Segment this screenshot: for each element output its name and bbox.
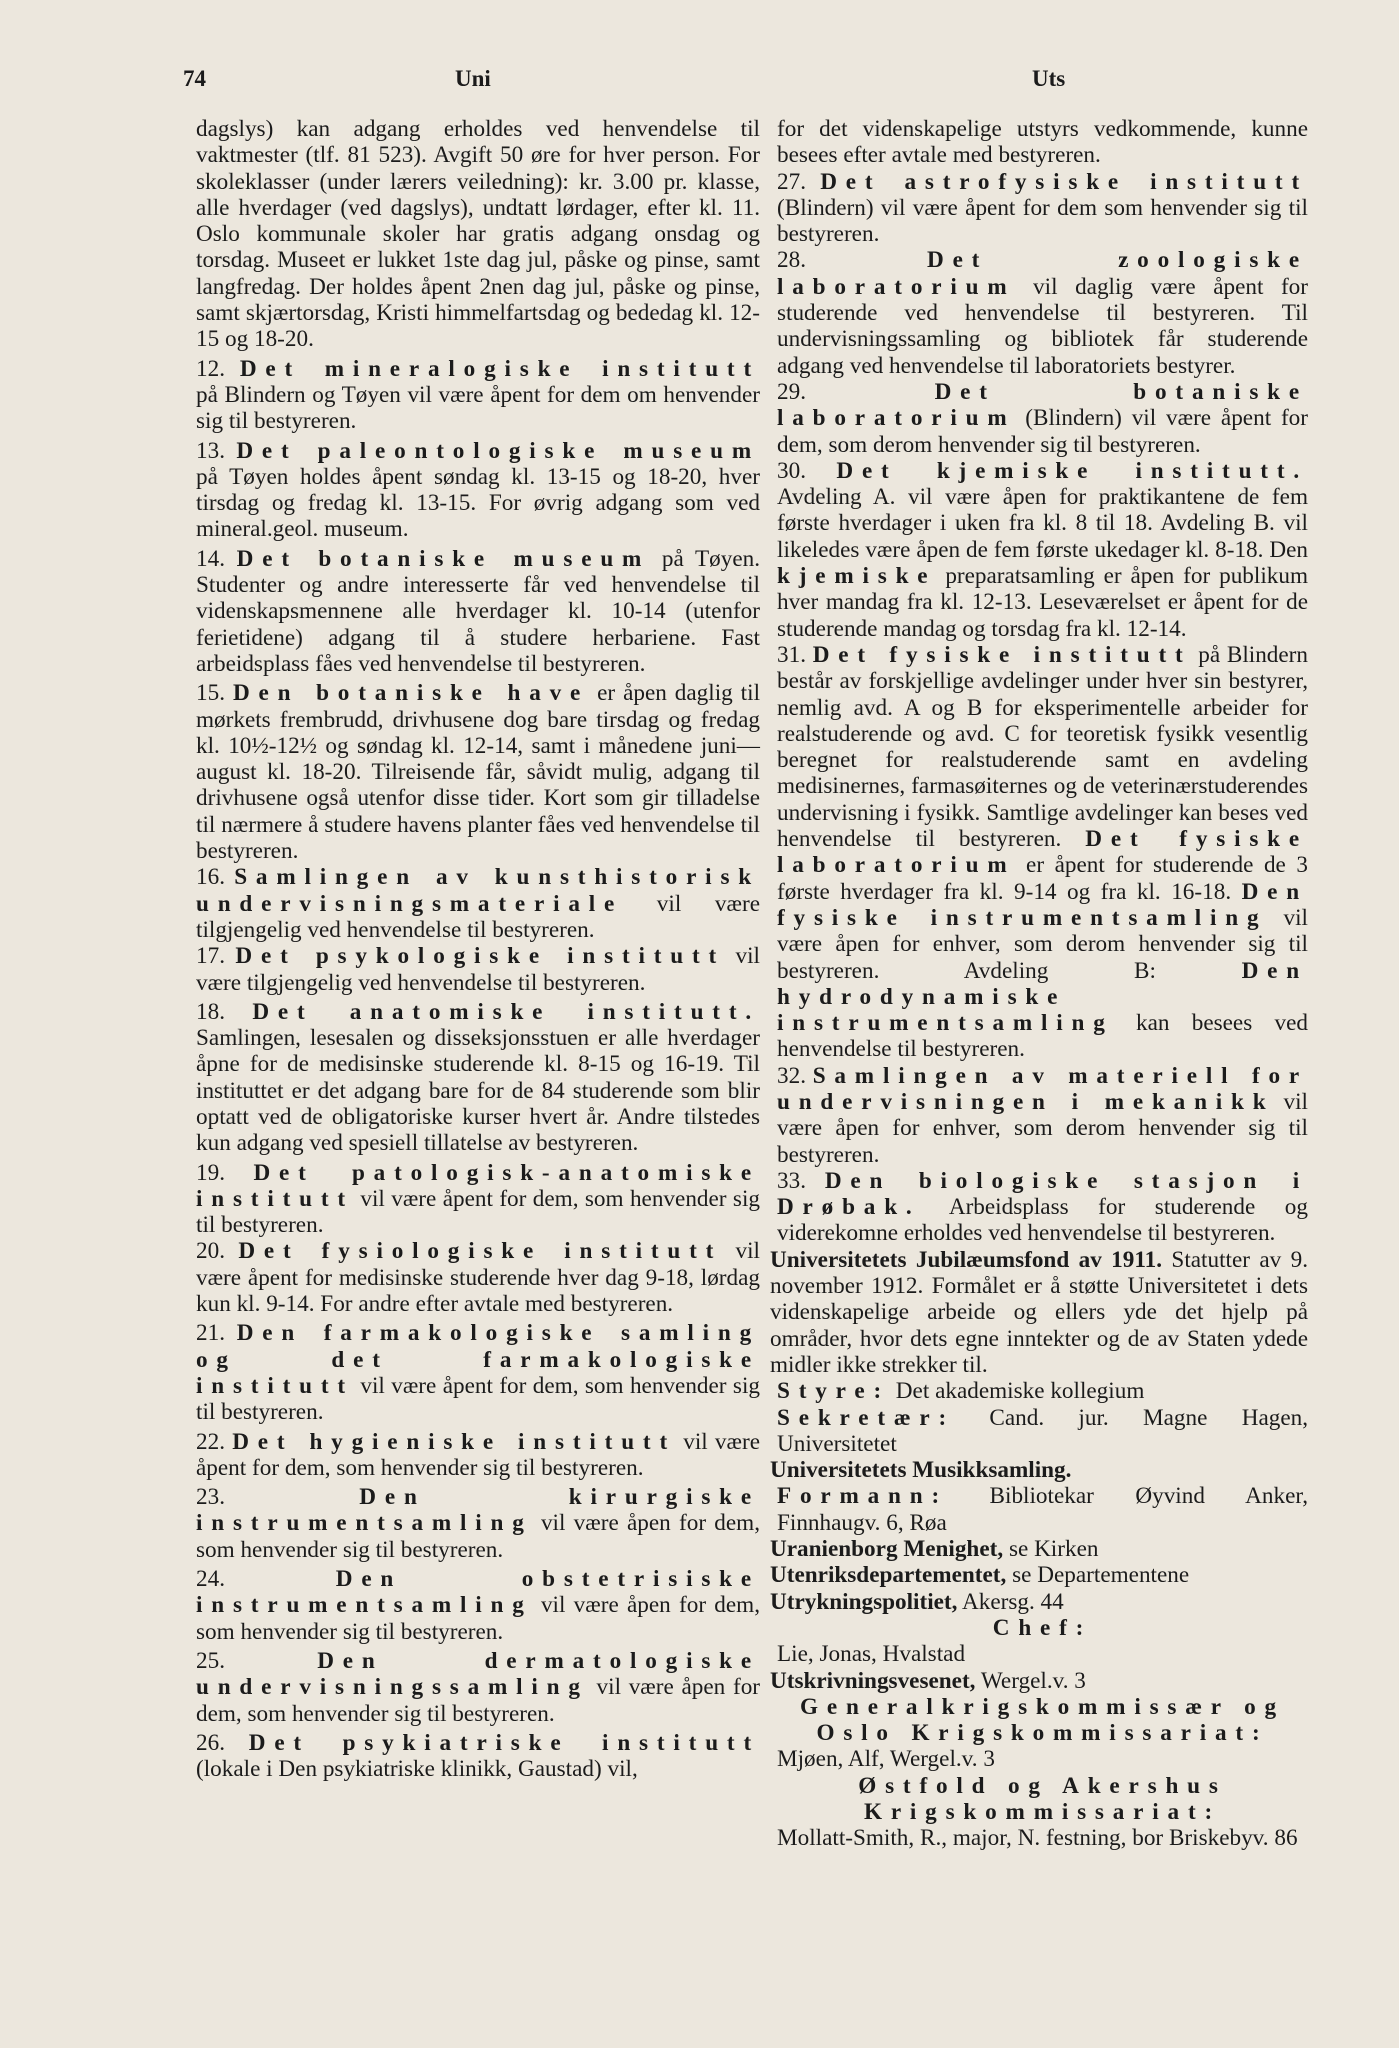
entry-24: 24. Den obstetrisiske instrumentsamling vil være åpen for dem, som henvender sig til bestyreren.	[196, 1566, 761, 1645]
entry-14: 14. Det botaniske museum på Tøyen. Studenter og andre interesserte får ved henvendelse til videnskapsmennene alle hverdager kl. 10-14 (utenfor ferietidene) adgang til å studere herbariene. Fast arbeidsplass fåes ved henvendelse til bestyreren.	[196, 545, 761, 677]
page-header	[0, 66, 1399, 106]
paragraph: dagslys) kan adgang erholdes ved henvendelse til vaktmester (tlf. 81 523). Avgift 50 øre for hver person. For skoleklasser (under lærers veiledning): kr. 3.00 pr. klasse, alle hverdager (ved dagslys), undtatt lørdager, efter kl. 11. Oslo kommunale skoler har gratis adgang onsdag og torsdag. Museet er lukket 1ste dag jul, påske og pinse, samt langfredag. Der holdes åpent 2nen dag jul, påske og pinse, samt skjærtorsdag, Kristi himmelfartsdag og bededag kl. 12-15 og 18-20.	[196, 116, 760, 353]
entry-heading: Utenriksdepartementet,	[770, 1562, 1007, 1589]
entry-heading: Det paleontologiske museum	[236, 437, 760, 464]
entry-heading: Det patologisk-anatomiske institutt	[196, 1159, 760, 1212]
chairman-line: Formann: Bibliotekar Øyvind Anker, Finnhaugv. 6, Røa	[777, 1483, 1309, 1536]
entry-heading: Det hygieniske institutt	[232, 1428, 676, 1455]
entry-28: 28. Det zoologiske laboratorium vil daglig være åpent for studerende ved henvendelse til bestyreren. Til undervisningssamling og bibliotek får studerende adgang ved henvendelse til laboratoriets bestyrer.	[777, 247, 1309, 379]
entry-23: 23. Den kirurgiske instrumentsamling vil være åpen for dem, som henvender sig til bestyreren.	[196, 1484, 761, 1563]
entry-heading: Det botaniske laboratorium	[777, 378, 1308, 432]
entry-heading: Den kirurgiske instrumentsamling	[196, 1484, 760, 1537]
entry-heading: Samlingen av kunsthistorisk undervisningsmateriale	[196, 864, 760, 917]
entry-heading: Utrykningspolitiet,	[770, 1588, 958, 1615]
left-column	[196, 116, 760, 1785]
entry-21: 21. Den farmakologiske samling og det farmakologiske institutt vil være åpent for dem, som henvender sig til bestyreren.	[196, 1320, 761, 1426]
subheading: Østfold og Akershus	[858, 1772, 1227, 1799]
chef-label: Chef:	[992, 1614, 1093, 1641]
secretary-line: Sekretær: Cand. jur. Magne Hagen, Universitetet	[777, 1404, 1309, 1457]
page-number: 74	[183, 66, 206, 91]
uranienborg-entry: Uranienborg Menighet, se Kirken	[770, 1536, 1099, 1563]
entry-heading: Den dermatologiske undervisningssamling	[196, 1647, 760, 1701]
entry-heading: kjemiske	[777, 563, 937, 590]
entry-13: 13. Det paleontologiske museum på Tøyen holdes åpent søndag kl. 13-15 og 18-20, hver tirsdag og fredag kl. 13-15. For øvrig adgang som ved mineral.geol. museum.	[196, 437, 760, 543]
entry-heading: Den biologiske stasjon i Drøbak.	[777, 1167, 1309, 1221]
paragraph: for det videnskapelige utstyrs vedkommende, kunne besees efter avtale med bestyreren.	[777, 116, 1308, 169]
entry-heading: Den hydrodynamiske instrumentsamling	[777, 957, 1308, 1037]
entry-22: 22. Det hygieniske institutt vil være åpent for dem, som henvender sig til bestyreren.	[196, 1428, 761, 1481]
entry-32: 32. Samlingen av materiell for undervisningen i mekanikk vil være åpen for enhver, som derom henvender sig til bestyreren.	[777, 1062, 1308, 1168]
entry-heading: Det fysiske laboratorium	[777, 826, 1309, 879]
entry-heading: Universitetets Musikksamling.	[770, 1457, 1072, 1484]
subheading: Generalkrigskommissær og	[800, 1693, 1285, 1720]
entry-18: 18. Det anatomiske institutt. Samlingen, lesesalen og disseksjonsstuen er alle hverdager åpne for de medisinske studerende kl. 8-15 og 16-19. Til instituttet er det adgang bare for de 84 studerende som blir optatt ved de obligatoriske kurser hvert år. Andre tilstedes kun adgang ved spesiell tillatelse av bestyreren.	[196, 998, 760, 1157]
entry-17: 17. Det psykologiske institutt vil være tilgjengelig ved henvendelse til bestyreren.	[196, 943, 760, 996]
entry-heading: Det zoologiske laboratorium	[777, 247, 1308, 300]
name-line: Mjøen, Alf, Wergel.v. 3	[777, 1746, 995, 1773]
board-line: Styre: Det akademiske kollegium	[777, 1378, 1145, 1405]
entry-heading: Det kjemiske institutt.	[836, 457, 1308, 484]
entry-heading: Det astrofysiske institutt	[820, 168, 1308, 195]
entry-heading: Det psykiatriske institutt	[248, 1729, 760, 1756]
entry-heading: Universitetets Jubilæumsfond av 1911.	[770, 1246, 1163, 1273]
entry-heading: Det anatomiske institutt.	[252, 998, 760, 1025]
subheading: Oslo Krigskommissariat:	[816, 1720, 1269, 1747]
entry-31: 31. Det fysiske institutt på Blindern består av forskjellige avdelinger under hver sin bestyrer, nemlig avd. A og B for eksperimentelle arbeider for realstuderende og avd. C for teoretisk fysikk vesentlig beregnet for realstuderende samt en avdeling medisinernes, farmasøiternes og de veterinærstuderendes undervisning i fysikk. Samtlige avdelinger kan beses ved henvendelse til bestyreren. Det fysiske laboratorium er åpent for studerende de 3 første hverdager fra kl. 9-14 og fra kl. 16-18. Den fysiske instrumentsamling vil være åpen for enhver, som derom henvender sig til bestyreren. Avdeling B: Den hydrodynamiske instrumentsamling kan besees ved henvendelse til bestyreren.	[777, 641, 1309, 1063]
entry-heading: Den farmakologiske samling og det farmakologiske institutt	[196, 1320, 761, 1399]
entry-heading: Uranienborg Menighet,	[770, 1536, 1004, 1563]
foreign-ministry-entry: Utenriksdepartementet, se Departementene	[770, 1562, 1190, 1589]
entry-33: 33. Den biologiske stasjon i Drøbak. Arbeidsplass for studerende og viderekomne erholdes ved henvendelse til bestyreren.	[777, 1167, 1309, 1247]
entry-heading: Den obstetrisiske instrumentsamling	[196, 1566, 761, 1619]
entry-30: 30. Det kjemiske institutt. Avdeling A. vil være åpen for praktikantene de fem første hverdager i uken fra kl. 8 til 18. Avdeling B. vil likeledes være åpen de fem første ukedager kl. 8-18. Den kjemiske preparatsamling er åpen for publikum hver mandag fra kl. 12-13. Leseværelset er åpent for de studerende mandag og torsdag fra kl. 12-14.	[777, 457, 1308, 642]
entry-heading: Samlingen av materiell for undervisningen i mekanikk	[777, 1062, 1308, 1115]
subheading: Krigskommissariat:	[863, 1799, 1222, 1825]
entry-heading: Den botaniske have	[232, 680, 590, 707]
name-line: Mollatt-Smith, R., major, N. festning, bor Briskebyv. 86	[777, 1825, 1298, 1852]
entry-26: 26. Det psykiatriske institutt (lokale i Den psykiatriske klinikk, Gaustad) vil,	[196, 1729, 760, 1783]
right-column	[770, 116, 1309, 1852]
emergency-police-entry: Utrykningspolitiet, Akersg. 44	[770, 1588, 1064, 1615]
entry-16: 16. Samlingen av kunsthistorisk undervisningsmateriale vil være tilgjengelig ved henvendelse til bestyreren.	[196, 864, 760, 943]
entry-heading: Det mineralogiske institutt	[239, 355, 760, 382]
entry-heading: Den fysiske instrumentsamling	[777, 878, 1309, 931]
conscription-entry: Utskrivningsvesenet, Wergel.v. 3	[770, 1667, 1086, 1694]
entry-heading: Det fysiologiske institutt	[238, 1238, 723, 1265]
left-guide-word: Uni	[455, 66, 491, 91]
entry-12: 12. Det mineralogiske institutt på Blindern og Tøyen vil være åpent for dem om henvender sig til bestyreren.	[196, 355, 760, 435]
entry-27: 27. Det astrofysiske institutt (Blindern) vil være åpent for dem som henvender sig til bestyreren.	[777, 168, 1308, 248]
entry-heading: Det botaniske museum	[236, 545, 651, 572]
entry-heading: Det fysiske institutt	[812, 641, 1192, 668]
chef-name: Lie, Jonas, Hvalstad	[777, 1641, 966, 1668]
entry-20: 20. Det fysiologiske institutt vil være åpent for medisinske studerende hver dag 9-18, lørdag kun kl. 9-14. For andre efter avtale med bestyreren.	[196, 1238, 760, 1318]
entry-19: 19. Det patologisk-anatomiske institutt vil være åpent for dem, som henvender sig til bestyreren.	[196, 1159, 760, 1239]
entry-29: 29. Det botaniske laboratorium (Blindern) vil være åpent for dem, som derom henvender sig til bestyreren.	[777, 378, 1308, 458]
jubilee-fund-entry: Universitetets Jubilæumsfond av 1911. Statutter av 9. november 1912. Formålet er å støtte Universitetet i dets videnskapelige arbeide og ellers yde det hjelp på områder, hvor dets egne inntekter og de av Staten ydede midler ikke strekker til.	[770, 1246, 1309, 1378]
right-guide-word: Uts	[1032, 66, 1066, 91]
entry-heading: Det psykologiske institutt	[235, 943, 726, 970]
entry-15: 15. Den botaniske have er åpen daglig til mørkets frembrudd, drivhusene dog bare tirsdag og fredag kl. 10½-12½ og søndag kl. 12-14, samt i månedene juni—august kl. 18-20. Tilreisende får, såvidt mulig, adgang til drivhusene også utenfor disse tider. Kort som gir tilladelse til nærmere å studere havens planter fåes ved henvendelse til bestyreren.	[196, 680, 761, 865]
music-collection-entry	[770, 1457, 1308, 1483]
entry-25: 25. Den dermatologiske undervisningssamling vil være åpen for dem, som henvender sig til bestyreren.	[196, 1647, 761, 1727]
entry-heading: Utskrivningsvesenet,	[770, 1667, 976, 1694]
